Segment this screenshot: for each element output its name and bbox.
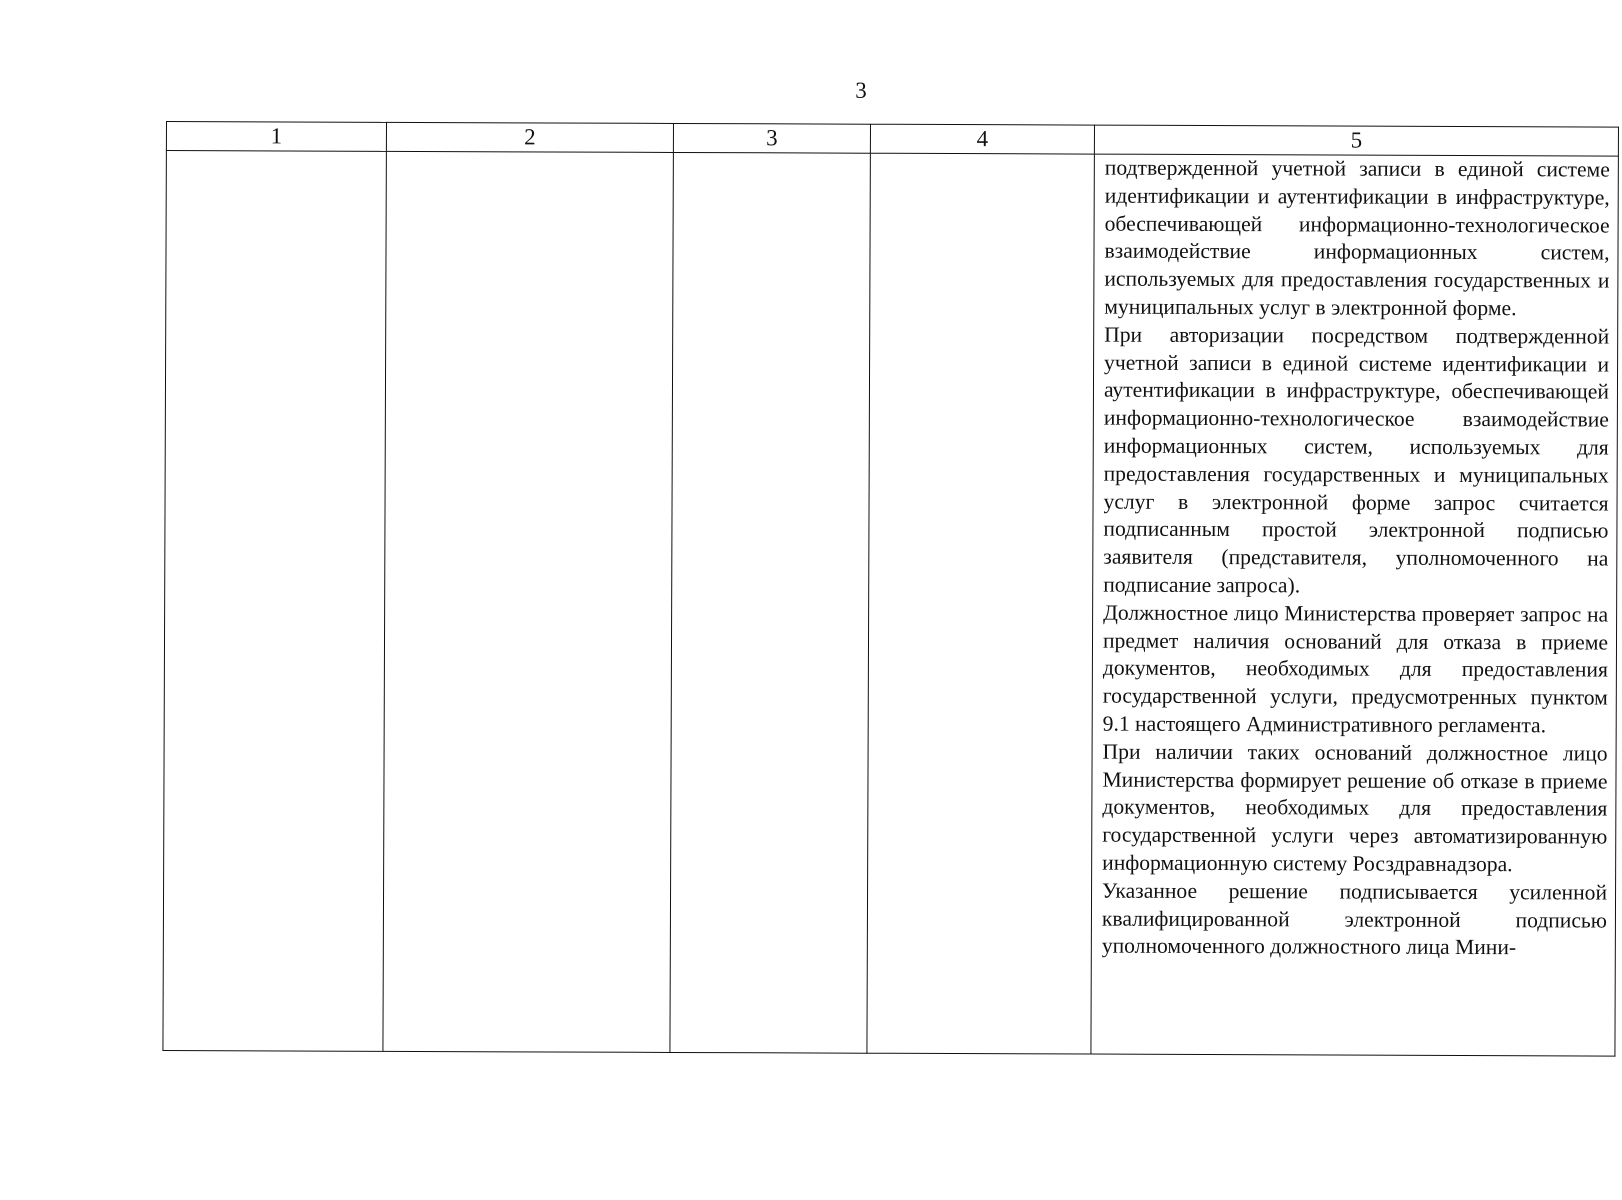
- paragraph-5: Указанное решение подписывается усиленной квалифицированной электронной подписью уполномоченного должностного лица Мини-: [1101, 878, 1608, 960]
- cell-col-5: [1091, 154, 1618, 1056]
- column-header-2: 2: [386, 122, 673, 152]
- cell-col-1: [163, 151, 386, 1052]
- document-table: [162, 121, 1619, 1057]
- column-header-1: 1: [166, 122, 386, 152]
- cell-col-2: [383, 151, 673, 1052]
- cell-col-3: [670, 152, 870, 1053]
- page-number: 3: [855, 78, 867, 103]
- column-header-4: 4: [870, 124, 1094, 154]
- table-row: [163, 151, 1618, 1057]
- column-header-3: 3: [673, 123, 870, 153]
- paragraph-4: При наличии таких оснований должностное лицо Министерства формирует решение об отказе в приеме документов, необходимых для предоставления государственной услуги через автоматизированную информационную систему Росздравнадзора.: [1102, 739, 1608, 877]
- paragraph-2: При авторизации посредством подтвержденной учетной записи в единой системе идентификации и аутентификации в инфраструктуре, обеспечивающей информационно-технологическое взаимодействие информационных систем, используемых для предоставления государственных и муниципальных услуг в электронной форме запрос считается подписанным простой электронной подписью заявителя (представителя, уполномоченного на подписание запроса).: [1103, 322, 1610, 598]
- paragraph-1: подтвержденной учетной записи в единой системе идентификации и аутентификации в инфраструктуре, обеспечивающей информационно-технологическое взаимодействие информационных систем, используемых для предоставления государственных и муниципальных услуг в электронной форме.: [1104, 155, 1610, 321]
- cell-col-4: [867, 153, 1094, 1054]
- column-header-5: 5: [1094, 125, 1618, 156]
- paragraph-3: Должностное лицо Министерства проверяет запрос на предмет наличия оснований для отказа в приеме документов, необходимых для предоставления государственной услуги, предусмотренных пунктом 9.1 настоящего Административного регламента.: [1102, 600, 1609, 738]
